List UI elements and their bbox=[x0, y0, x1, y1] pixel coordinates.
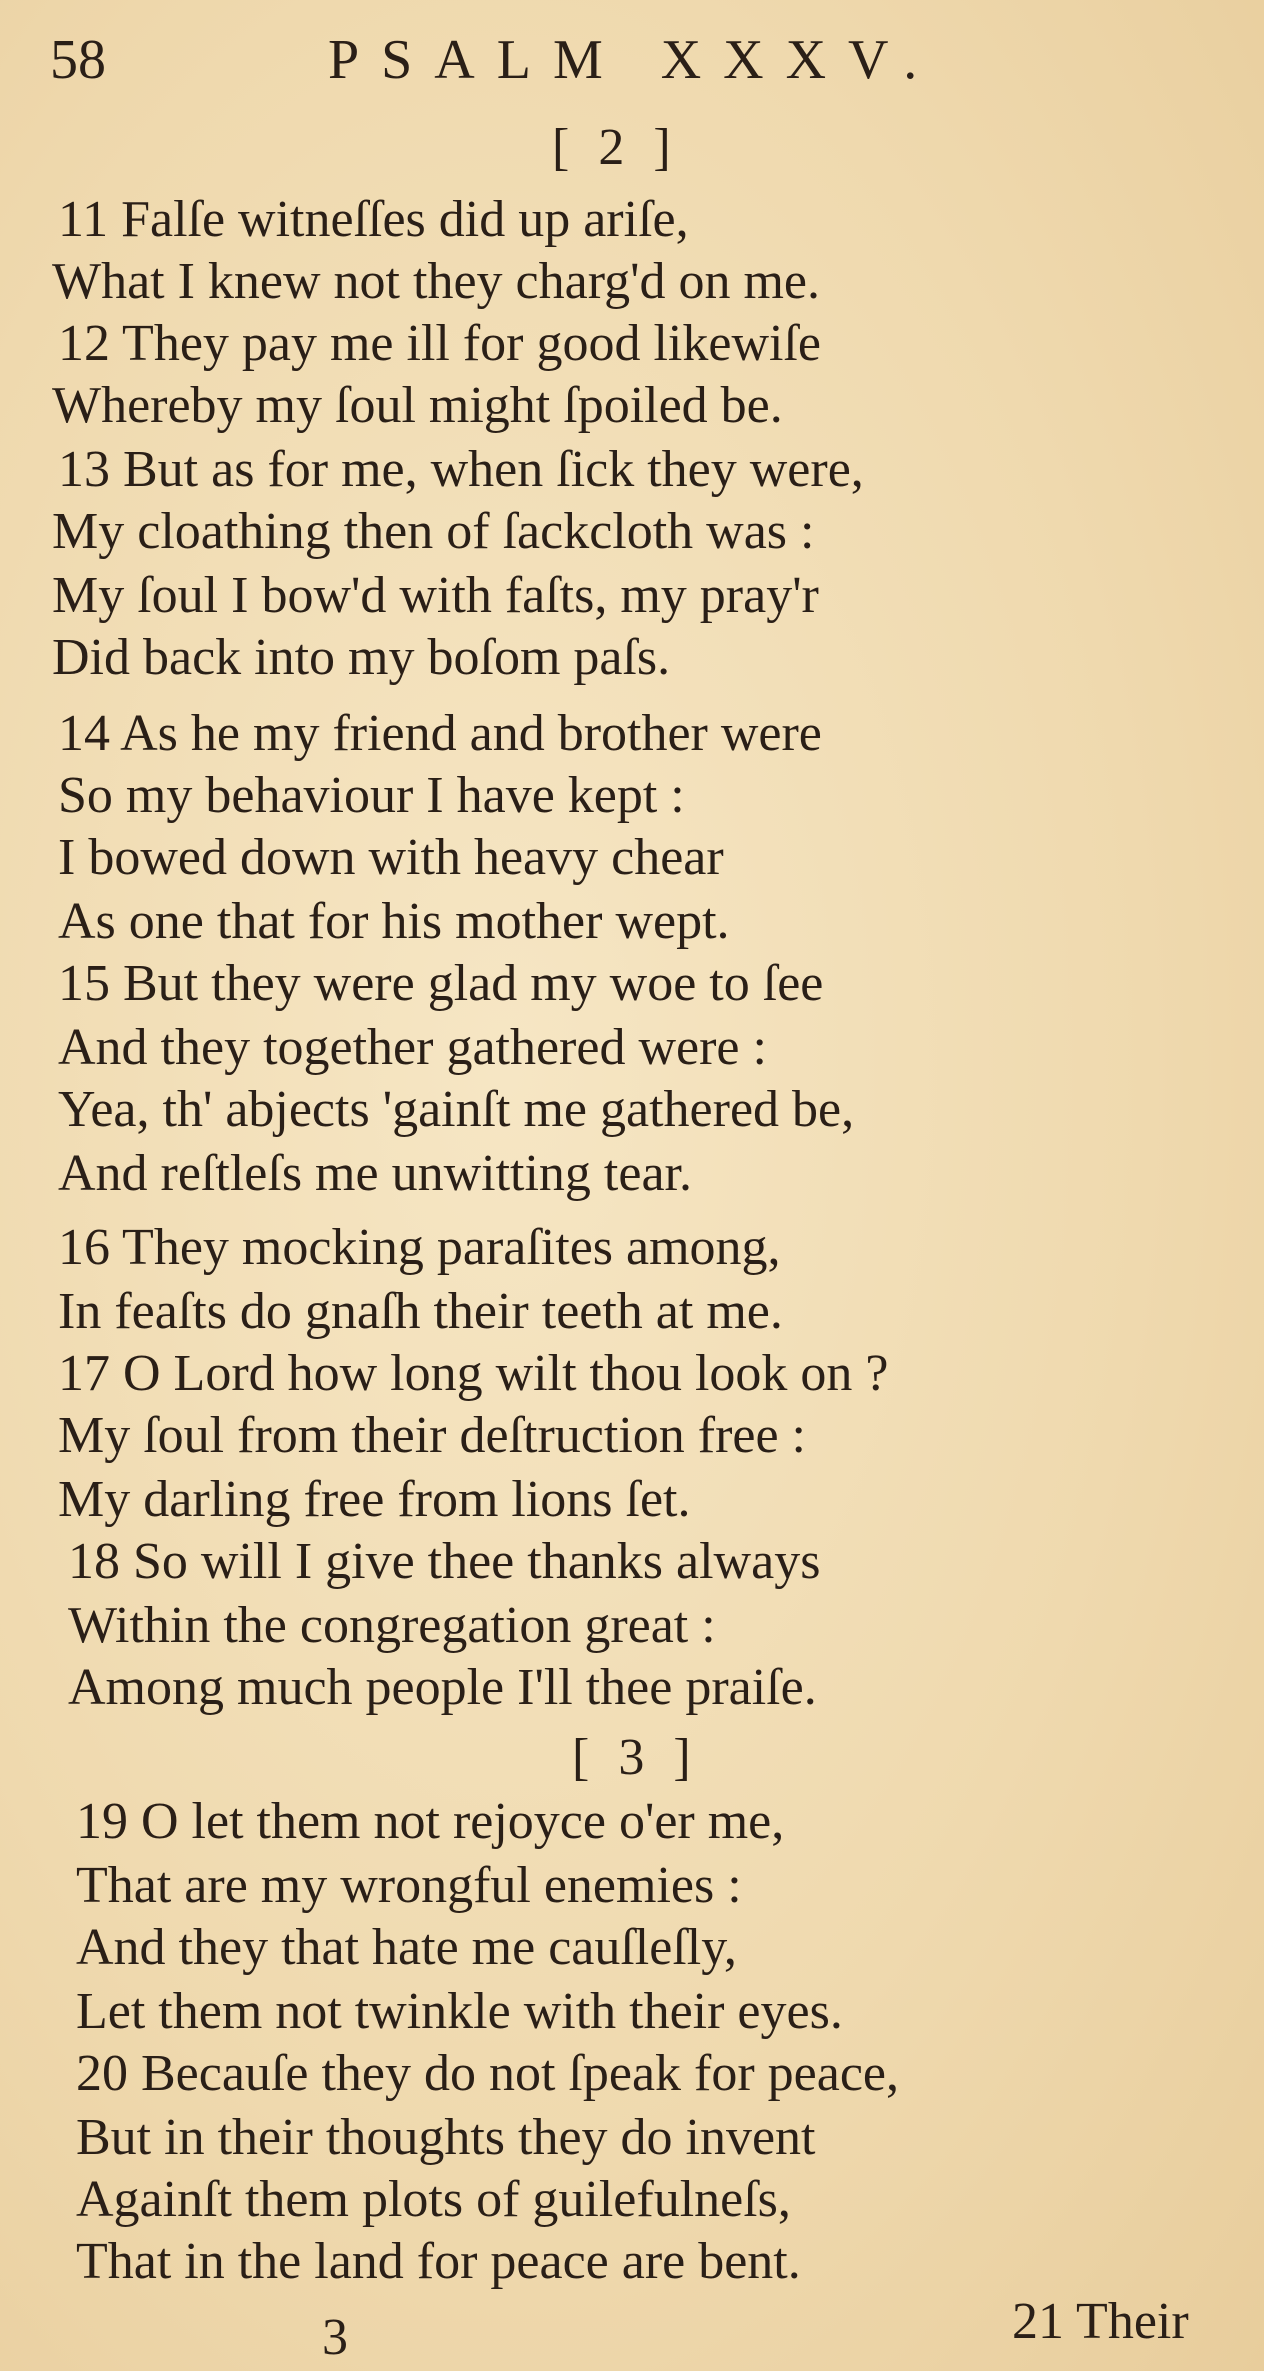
catchword: 21 Their bbox=[1012, 2293, 1189, 2350]
verse-line: 17 O Lord how long wilt thou look on ? bbox=[58, 1345, 889, 1402]
verse-line: Let them not twinkle with their eyes. bbox=[76, 1983, 843, 2040]
verse-line: Yea, th' abjects 'gainſt me gathered be, bbox=[58, 1081, 855, 1138]
verse-line: That are my wrongful enemies : bbox=[76, 1857, 742, 1914]
verse-line: My ſoul I bow'd with faſts, my pray'r bbox=[52, 567, 819, 624]
verse-line: In feaſts do gnaſh their teeth at me. bbox=[58, 1283, 783, 1340]
signature-mark: 3 bbox=[322, 2309, 348, 2366]
verse-line: My ſoul from their deſtruction free : bbox=[58, 1407, 807, 1464]
verse-line: As one that for his mother wept. bbox=[58, 893, 730, 950]
verse-line: 13 But as for me, when ſick they were, bbox=[58, 441, 864, 498]
section-number-3: [ 3 ] bbox=[572, 1729, 699, 1786]
verse-line: That in the land for peace are bent. bbox=[76, 2233, 801, 2290]
verse-line: 19 O let them not rejoyce o'er me, bbox=[76, 1793, 785, 1850]
verse-line: 15 But they were glad my woe to ſee bbox=[58, 955, 824, 1012]
verse-line: 14 As he my friend and brother were bbox=[58, 705, 822, 762]
running-title: PSALM XXXV. bbox=[328, 29, 940, 91]
verse-line: But in their thoughts they do invent bbox=[76, 2109, 816, 2166]
verse-line: And reſtleſs me unwitting tear. bbox=[58, 1145, 692, 1202]
verse-line: 12 They pay me ill for good likewiſe bbox=[58, 315, 821, 372]
verse-line: So my behaviour I have kept : bbox=[58, 767, 685, 824]
verse-line: My cloathing then of ſackcloth was : bbox=[52, 503, 815, 560]
section-number-2: [ 2 ] bbox=[552, 119, 679, 176]
verse-line: 16 They mocking paraſites among, bbox=[58, 1219, 781, 1276]
verse-line: 20 Becauſe they do not ſpeak for peace, bbox=[76, 2045, 899, 2102]
verse-line: And they that hate me cauſleſly, bbox=[76, 1919, 737, 1976]
verse-line: Againſt them plots of guilefulneſs, bbox=[76, 2171, 791, 2228]
verse-line: 18 So will I give thee thanks always bbox=[68, 1533, 821, 1590]
verse-line: 11 Falſe witneſſes did up ariſe, bbox=[58, 191, 689, 248]
verse-line: I bowed down with heavy chear bbox=[58, 829, 724, 886]
page-number: 58 bbox=[50, 29, 106, 91]
verse-line: Among much people I'll thee praiſe. bbox=[68, 1659, 817, 1716]
verse-line: And they together gathered were : bbox=[58, 1019, 767, 1076]
verse-line: My darling free from lions ſet. bbox=[58, 1471, 691, 1528]
verse-line: Within the congregation great : bbox=[68, 1597, 716, 1654]
verse-line: Whereby my ſoul might ſpoiled be. bbox=[52, 377, 783, 434]
verse-line: Did back into my boſom paſs. bbox=[52, 629, 671, 686]
verse-line: What I knew not they charg'd on me. bbox=[52, 253, 820, 310]
